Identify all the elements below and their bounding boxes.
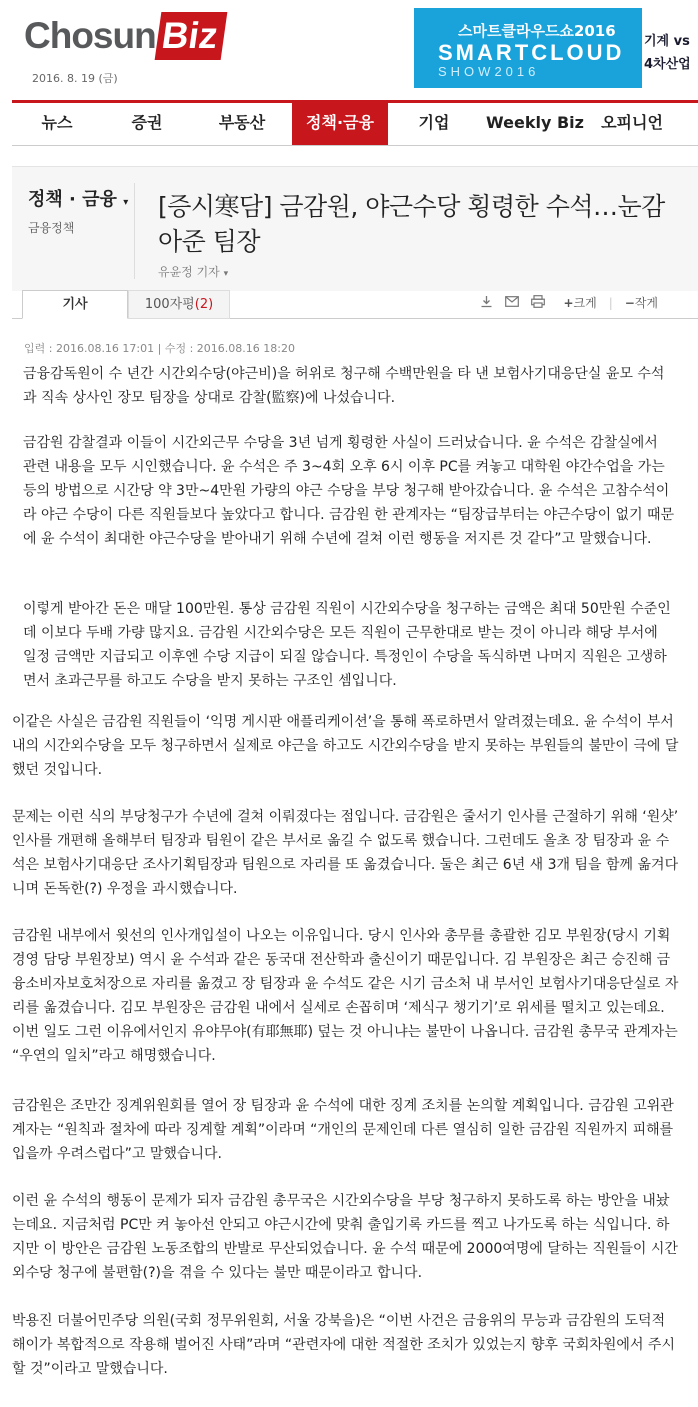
tab-comments[interactable] bbox=[128, 290, 230, 319]
tool-divider: | bbox=[608, 295, 613, 310]
banner-line2: SMARTCLOUD bbox=[438, 40, 625, 65]
chosunbiz-logo[interactable] bbox=[24, 12, 223, 60]
category-menu[interactable] bbox=[28, 185, 128, 211]
subcategory-link[interactable]: 금융정책 bbox=[28, 221, 75, 235]
category-label: 정책 · 금융 bbox=[28, 189, 117, 210]
download-icon[interactable] bbox=[480, 295, 493, 311]
tab-article[interactable]: 기사 bbox=[22, 290, 128, 319]
comment-count: (2) bbox=[194, 297, 214, 312]
chevron-down-icon: ▾ bbox=[223, 269, 229, 279]
banner-side-text-1: 기계 vs bbox=[644, 34, 690, 49]
minus-icon: − bbox=[624, 296, 635, 310]
article-paragraph-8: 이런 윤 수석의 행동이 문제가 되자 금감원 총무국은 시간외수당을 부당 청구하지 못하도록 하는 방안을 내놨는데요. 지금처럼 PC만 켜 놓아선 안되고 야근시간에 맞춰 출입기록 카드를 찍고 나가도록 하는 식입니다. 하지만 이 방안은 금감원 노동조합의 반발로 무산되었습니다. 윤 수석 때문에 2000여명에 달하는 직원들이 시간외수당 청구에 불편함(?)을 겪을 수 있다는 불만 때문이라고 합니다. bbox=[12, 1193, 678, 1281]
nav-stocks[interactable]: 증권 bbox=[131, 113, 163, 132]
nav-business[interactable]: 기업 bbox=[418, 113, 450, 132]
main-nav bbox=[12, 100, 698, 146]
article-paragraph-7: 금감원은 조만간 징계위원회를 열어 장 팀장과 윤 수석에 대한 징계 조치를 논의할 계획입니다. 금감원 고위관계자는 “원칙과 절차에 따라 징계할 계획”이라며 “개인의 문제인데 다른 열심히 일한 금감원 직원까지 피해를 입을까 우려스럽다”고 말했습니다. bbox=[12, 1098, 674, 1162]
article-dates: 입력 : 2016.08.16 17:01 | 수정 : 2016.08.16 18:20 bbox=[24, 342, 295, 355]
article-paragraph-5: 문제는 이런 식의 부당청구가 수년에 걸쳐 이뤄졌다는 점입니다. 금감원은 줄서기 인사를 근절하기 위해 ‘원샷’ 인사를 개편해 올해부터 팀장과 팀원이 같은 부서로 옮길 수 없도록 했습니다. 그런데도 올초 장 팀장과 윤 수석은 보험사기대응단 조사기획팀장과 팀원으로 자리를 또 옮겼습니다. 둘은 최근 6년 새 3개 팀을 함께 옮겨다니며 돈독한(?) 우정을 과시했습니다. bbox=[12, 809, 679, 897]
article-tabbar bbox=[12, 290, 698, 319]
logo-chosun-text: Chosun bbox=[24, 15, 156, 56]
reporter-menu[interactable] bbox=[158, 263, 228, 280]
nav-news[interactable]: 뉴스 bbox=[41, 113, 73, 132]
nav-weekly-biz[interactable]: Weekly Biz bbox=[486, 113, 584, 132]
nav-realestate[interactable]: 부동산 bbox=[218, 113, 266, 132]
header-date: 2016. 8. 19 (금) bbox=[32, 72, 118, 85]
logo-biz-text: Biz bbox=[154, 12, 226, 60]
banner-side-text-2: 4차산업 bbox=[644, 57, 691, 72]
ad-banner[interactable] bbox=[414, 8, 698, 88]
tab-comments-label: 100자평 bbox=[144, 297, 195, 312]
article-header bbox=[12, 166, 698, 291]
article-paragraph-2: 금감원 감찰결과 이들이 시간외근무 수당을 3년 넘게 횡령한 사실이 드러났습니다. 윤 수석은 감찰실에서 관련 내용을 모두 시인했습니다. 윤 수석은 주 3~4회 오후 6시 이후 PC를 켜놓고 대학원 야간수업을 가는 등의 방법으로 시간당 약 3만~4만원 가량의 야근 수당을 부당 청구해 받아갔습니다. 윤 수석은 고참수석이라 야근 수당이 다른 직원들보다 높았다고 합니다. 금감원 한 관계자는 “팀장급부터는 야근수당이 없기 때문에 윤 수석이 최대한 야근수당을 받아내기 위해 수년에 걸쳐 이런 행동을 저지른 것 같다”고 말했습니다. bbox=[23, 435, 675, 547]
article-tools bbox=[480, 294, 658, 311]
article-paragraph-4: 이같은 사실은 금감원 직원들이 ‘익명 게시판 애플리케이션’을 통해 폭로하면서 알려졌는데요. 윤 수석이 부서 내의 시간외수당을 모두 청구하면서 실제로 야근을 하고도 시간외수당을 받지 못하는 부원들의 불만이 극에 달했던 것입니다. bbox=[12, 714, 679, 778]
email-icon[interactable] bbox=[505, 296, 519, 310]
banner-line3: SHOW2016 bbox=[438, 64, 540, 79]
article-paragraph-3: 이렇게 받아간 돈은 매달 100만원. 통상 금감원 직원이 시간외수당을 청구하는 금액은 최대 50만원 수준인데 이보다 두배 가량 많지요. 금감원 시간외수당은 모든 직원이 근무한대로 받는 것이 아니라 해당 부서에 일정 금액만 지급되고 이후엔 수당 지급이 되질 않습니다. 특정인이 수당을 독식하면 나머지 직원은 고생하면서 초과근무를 하고도 수당을 받지 못하는 구조인 셈입니다. bbox=[23, 601, 671, 689]
chevron-down-icon: ▾ bbox=[123, 197, 129, 208]
font-bigger-label: 크게 bbox=[573, 296, 597, 310]
article-paragraph-9: 박용진 더불어민주당 의원(국회 정무위원회, 서울 강북을)은 “이번 사건은 금융위의 무능과 금감원의 도덕적 해이가 복합적으로 작용해 벌어진 사태”라며 “관련자에 대한 적절한 조치가 있었는지 향후 국회차원에서 주시할 것”이라고 말했습니다. bbox=[12, 1313, 675, 1377]
reporter-name: 유윤정 기자 bbox=[158, 265, 220, 279]
print-icon[interactable] bbox=[531, 295, 545, 311]
nav-opinion[interactable]: 오피니언 bbox=[601, 113, 663, 132]
banner-line1: 스마트클라우드쇼2016 bbox=[458, 22, 616, 40]
font-bigger-button[interactable] bbox=[563, 294, 596, 311]
font-smaller-label: 작게 bbox=[634, 296, 658, 310]
nav-policy-finance[interactable]: 정책·금융 bbox=[292, 103, 388, 145]
plus-icon: + bbox=[563, 296, 574, 310]
header-divider bbox=[134, 183, 135, 279]
article-title: [증시寒담] 금감원, 야근수당 횡령한 수석…눈감아준 팀장 bbox=[158, 192, 665, 256]
article-paragraph-1: 금융감독원이 수 년간 시간외수당(야근비)을 허위로 청구해 수백만원을 타 낸 보험사기대응단실 윤모 수석과 직속 상사인 장모 팀장을 상대로 감찰(監察)에 나섰습니다. bbox=[23, 366, 665, 406]
banner-side-panel bbox=[642, 8, 698, 88]
font-smaller-button[interactable] bbox=[625, 294, 658, 311]
article-paragraph-6: 금감원 내부에서 윗선의 인사개입설이 나오는 이유입니다. 당시 인사와 총무를 총괄한 김모 부원장(당시 기획경영 담당 부원장보) 역시 윤 수석과 같은 동국대 전산학과 출신이기 때문입니다. 김 부원장은 최근 승진해 금융소비자보호처장으로 자리를 옮겼고 장 팀장과 윤 수석도 같은 시기 금소처 내 부서인 보험사기대응단실로 자리를 옮겼습니다. 김모 부원장은 금감원 내에서 실세로 손꼽히며 ‘제식구 챙기기’로 위세를 떨치고 있는데요. 이번 일도 그런 이유에서인지 유야무야(有耶無耶) 덮는 것 아니냐는 불만이 나옵니다. 금감원 총무국 관계자는 “우연의 일치”라고 해명했습니다. bbox=[12, 928, 679, 1064]
